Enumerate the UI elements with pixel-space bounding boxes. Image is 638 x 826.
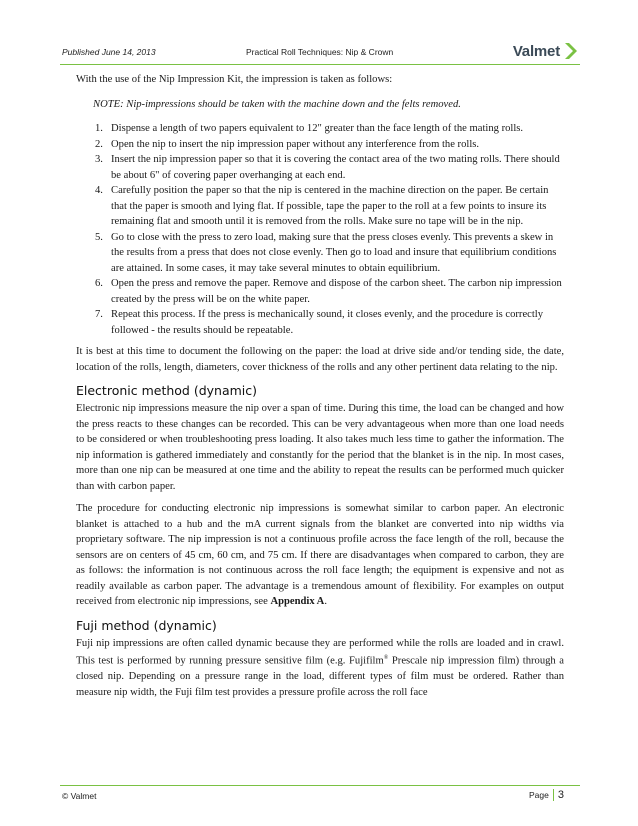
step-number: 4. [95,185,103,196]
step-text: Go to close with the press to zero load, making sure that the press closes evenly. This prevents a skew in the results from a press that does not close evenly. Then go to load and insure that equilibrium conditions are attained. In some cases, it may take several minutes to obtain equilibrium. [111,231,557,274]
step-text: Open the press and remove the paper. Remove and dispose of the carbon sheet. The carbon nip impression created by the press will be on the white paper. [111,278,562,305]
step-text: Carefully position the paper so that the nip is centered in the machine direction on the paper. Be certain that the paper is smooth and lying flat. If possible, tape the paper to the roll at a few points to insure its remaining flat and smooth until it is removed from the rolls. Make sure no tape will be in the nip. [111,185,549,227]
list-item [76,121,564,137]
electronic-method-heading: Electronic method (dynamic) [76,383,258,398]
fuji-paragraph-rest: Prescale nip impression film) through a closed nip. Depending on a pressure range in the load, different types of film must be ordered. Rather than measure nip width, the Fuji film test provides a pressure profile across the roll face [76,655,565,698]
list-item [76,276,564,307]
electronic-paragraph-1: Electronic nip impressions measure the nip over a span of time. During this time, the load can be changed and how the press reacts to these changes can be recorded. This can be very advantageous when more than one load needs to be considered or when troubleshooting press loading. It also takes much less time to gather the information. The nip information is gathered immediately and constantly for the period that the blanket is in the nip. In most cases, more than one nip can be measured at one time and the ability to repeat the results can be performed much quicker than with carbon paper. [76,403,564,492]
electronic-paragraph-2-text: The procedure for conducting electronic nip impressions is somewhat similar to carbon paper. An electronic blanket is attached to a hub and the mA current signals from the blanket are converted into nip widths via proprietary software. The nip impression is not a continuous profile across the face length of the roll, because the sensors are on centers of 45 cm, 60 cm, and 75 cm. If there are disadvantages when compared to carbon, they are as follows: the information is not continuous across the roll face length; the equipment is expensive and not as readily available as carbon paper. The advantage is a tremendous amount of flexibility. For examples on output received from electronic nip impressions, see [76,503,564,607]
note-paragraph: NOTE: Nip-impressions should be taken with the machine down and the felts removed. [93,98,461,110]
logo-text: Valmet [512,42,560,60]
chevron-right-icon [562,42,578,60]
step-text: Open the nip to insert the nip impression paper without any interference from the rolls. [111,138,480,150]
documentation-paragraph: It is best at this time to document the following on the paper: the load at drive side and/or tending side, the date, location of the rolls, length, diameters, cover thickness of the rolls and any other pertinent data relating to the nip. [76,346,564,373]
procedure-steps [76,121,564,338]
page-number-block [529,789,564,801]
registered-mark: ® [383,655,389,661]
page-label: Page [529,790,549,800]
valmet-logo [513,41,578,61]
published-date: Published June 14, 2013 [62,47,156,57]
step-text: Insert the nip impression paper so that it is covering the contact area of the two mating rolls. There should be about 6" of covering paper overhanging at each end. [111,154,560,181]
footer-divider [60,785,580,786]
step-number: 7. [95,309,103,320]
header-divider [60,64,580,65]
list-item [76,230,564,277]
page-header [60,40,580,66]
footer-copyright: © Valmet [62,791,97,801]
list-item [76,152,564,183]
page-separator [553,789,554,801]
fuji-method-heading: Fuji method (dynamic) [76,617,217,633]
step-number: 6. [95,278,103,289]
list-item [76,137,564,153]
header-title: Practical Roll Techniques: Nip & Crown [246,47,394,57]
step-number: 2. [95,138,103,150]
appendix-reference: Appendix A [270,596,325,607]
fuji-paragraph [76,636,564,701]
step-text: Repeat this process. If the press is mechanically sound, it closes evenly, and the procedure is correctly followed - the results should be repeatable. [111,309,544,336]
fuji-paragraph-start: Fuji nip impressions are often called dynamic because they are performed while the rolls are loaded and in crawl. This test is performed by running pressure sensitive film (e.g. Fujifilm [76,637,564,667]
intro-paragraph: With the use of the Nip Impression Kit, the impression is taken as follows: [76,74,393,85]
step-number: 3. [95,154,103,165]
list-item [76,183,564,230]
list-item [76,307,564,338]
document-body [76,70,564,700]
step-number: 5. [95,231,103,243]
electronic-paragraph-2-end: . [324,596,327,607]
step-text: Dispense a length of two papers equivalent to 12" greater than the face length of the mating rolls. [111,123,524,134]
step-number: 1. [95,123,103,134]
page-number: 3 [557,789,564,801]
electronic-paragraph-2 [76,501,564,610]
